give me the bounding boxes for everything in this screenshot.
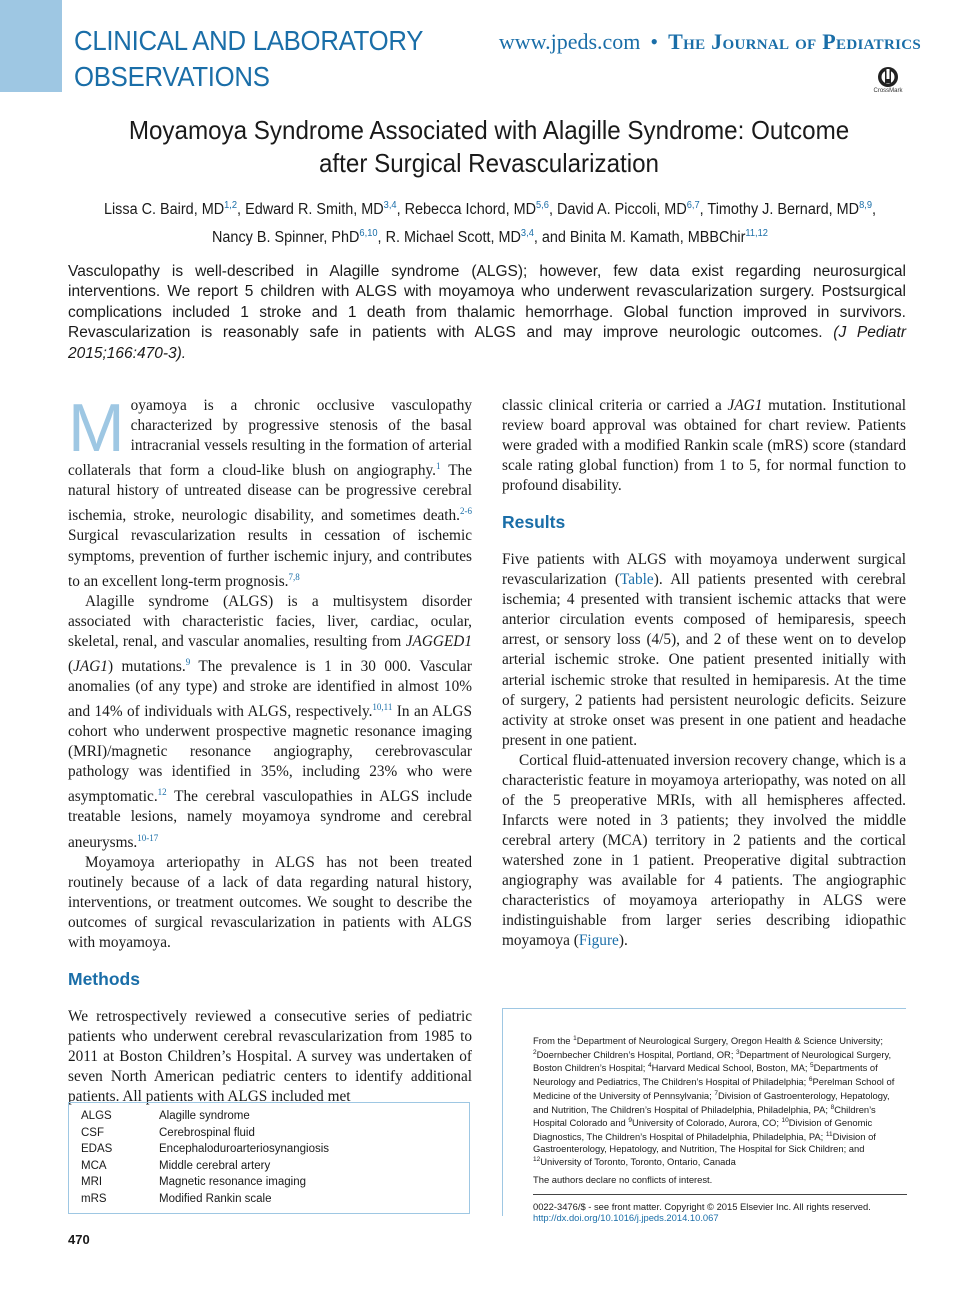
abbreviation-term: MRI bbox=[81, 1176, 103, 1189]
author-separator: , bbox=[548, 201, 557, 219]
results-paragraph: Cortical fluid-attenuated inversion recovery change, which is a characteristic feature in moyamoya arteriopathy, was noted on all of the 5 preoperative MRIs, with all hemispheres affected. Infarcts were noted in 3 patients; they involved the middle cerebral artery (MCA) territory in 2 patients and the cortical watershed zone in 1 patient. Preoperative digital subtraction angiography was available for 4 patients. The angiographic characteristics of moyamoya arteriopathy in ALGS were indistinguishable from larger series describing idiopathic moyamoya (Figure). bbox=[502, 751, 906, 950]
author-name: David A. Piccoli, MD bbox=[556, 201, 687, 219]
drop-cap: M bbox=[68, 390, 125, 466]
reference-link[interactable]: 1 bbox=[436, 461, 441, 472]
journal-website-link[interactable]: www.jpeds.com bbox=[498, 29, 641, 54]
abbreviation-row bbox=[81, 1174, 469, 1191]
affiliation-ref[interactable]: 8,9 bbox=[859, 200, 873, 211]
title-line: after Surgical Revascularization bbox=[318, 148, 660, 178]
doi-link[interactable]: http://dx.doi.org/10.1016/j.jpeds.2014.10.067 bbox=[533, 1212, 719, 1224]
section-label: CLINICAL AND LABORATORY bbox=[74, 25, 424, 56]
author-name: Binita M. Kamath, MBBChir bbox=[569, 229, 746, 247]
author-list bbox=[72, 194, 909, 250]
affiliation-text: University of Toronto, Toronto, Ontario, Canada bbox=[540, 1156, 736, 1168]
affiliation-text: University of Colorado, Aurora, CO; bbox=[632, 1117, 782, 1129]
author-name: Rebecca Ichord, MD bbox=[404, 201, 537, 219]
abstract-text: Vasculopathy is well-described in Alagille syndrome (ALGS); however, few data exist regarding neurosurgical interventions. We report 5 children with ALGS with moyamoya who underwent revascularization surgery. Postsurgical complications included 1 stroke and 1 death from thalamic hemorrhage. Global function improved in survivors. Revascularization is reasonably safe in patients with ALGS and may improve neurologic outcomes. bbox=[68, 263, 906, 342]
methods-paragraph: We retrospectively reviewed a consecutive series of pediatric patients who underwent cerebral revascularization from 1985 to 2011 at Boston Children’s Hospital. A survey was undertaken of seven North American pediatric centers to identify additional patients. All patients with ALGS included met bbox=[68, 1007, 472, 1106]
affiliation-ref[interactable]: 3,4 bbox=[383, 200, 397, 211]
reference-link[interactable]: 7,8 bbox=[288, 571, 300, 582]
affiliation-text: Departments of Neurology and Pediatrics, The Children’s Hospital of Philadelphia; bbox=[533, 1062, 878, 1088]
affiliations-text bbox=[533, 1033, 906, 1168]
abbreviation-row bbox=[81, 1191, 469, 1208]
abbreviation-definition: Middle cerebral artery bbox=[159, 1159, 271, 1172]
affiliation-number: 4 bbox=[648, 1062, 652, 1070]
abstract bbox=[68, 262, 906, 364]
abbreviation-term: CSF bbox=[81, 1126, 104, 1139]
affiliation-number: 1 bbox=[573, 1035, 577, 1042]
crossmark-label: CrossMark bbox=[873, 88, 903, 94]
affiliation-ref[interactable]: 6,7 bbox=[686, 200, 700, 211]
reference-link[interactable]: 10-17 bbox=[137, 832, 159, 843]
affiliation-ref[interactable]: 6,10 bbox=[359, 228, 378, 240]
abbreviation-definition: Alagille syndrome bbox=[159, 1110, 250, 1122]
right-column bbox=[502, 396, 906, 951]
author-name: Nancy B. Spinner, PhD bbox=[212, 229, 360, 247]
abbreviation-definition: Magnetic resonance imaging bbox=[159, 1176, 307, 1189]
abbreviation-term: MCA bbox=[81, 1159, 107, 1172]
affiliation-text: Division of Gastroenterology, Hepatology, and Nutrition, The Children’s Hospital of Philadelphia, Philadelphia, PA; bbox=[533, 1090, 890, 1115]
author-separator: , bbox=[237, 201, 246, 219]
affiliation-text: Children’s Hospital Colorado and bbox=[533, 1103, 876, 1129]
abbreviation-definition: Encephaloduroarteriosynangiosis bbox=[159, 1143, 330, 1156]
intro-paragraph: Alagille syndrome (ALGS) is a multisystem disorder associated with characteristic facies, liver, cardiac, ocular, skeletal, renal, and vascular anomalies, resulting from JAGGED1 (JAG1) mutations.$^9$ The prevalence is 1 in 30 000. Vascular anomalies (of any type) and stroke are identified in almost 10% and 14% of individuals with ALGS, respectively.$^{10,11}$ In an ALGS cohort who underwent prospective magnetic resonance imaging (MRI)/magnetic resonance angiography, cerebrovascular pathology was identified in 35%, including 23% who were asymptomatic.$^{12}$ The cerebral vasculopathies in ALGS include treatable lesions, namely moyamoya syndrome and cerebral aneurysms.$^{10-17}$ bbox=[68, 592, 472, 851]
affiliation-text: Department of Neurological Surgery, Oregon Health & Science University; bbox=[576, 1035, 883, 1047]
reference-link[interactable]: 10,11 bbox=[372, 702, 393, 713]
affiliation-text: Division of Gastroenterology, Hepatology, and Nutrition, The Hospital for Sick Children; and bbox=[533, 1131, 876, 1154]
abbreviation-term: mRS bbox=[81, 1192, 107, 1205]
abbreviation-term: ALGS bbox=[81, 1110, 112, 1122]
affiliation-number: 7 bbox=[714, 1089, 718, 1097]
journal-name: The Journal of Pediatrics bbox=[668, 29, 921, 54]
abbreviation-row bbox=[81, 1141, 469, 1158]
divider bbox=[533, 1194, 907, 1195]
reference-link[interactable]: 12 bbox=[157, 787, 167, 798]
affiliation-text: Division of Genomic Diagnostics, The Children’s Hospital of Philadelphia, Philadelphia, PA; bbox=[533, 1117, 873, 1143]
author-name: R. Michael Scott, MD bbox=[385, 229, 521, 247]
copyright-line: 0022-3476/$ - see front matter. Copyright © 2015 Elsevier Inc. All rights reserved. bbox=[533, 1200, 871, 1212]
author-name: Lissa C. Baird, MD bbox=[103, 201, 225, 219]
affiliation-text: Harvard Medical School, Boston, MA; bbox=[651, 1062, 811, 1074]
affiliation-number: 12 bbox=[533, 1156, 541, 1164]
author-separator: , and bbox=[533, 229, 570, 247]
affiliation-ref[interactable]: 11,12 bbox=[745, 228, 768, 240]
methods-heading: Methods bbox=[68, 968, 140, 989]
section-color-bar bbox=[0, 0, 62, 92]
abbreviation-row bbox=[81, 1158, 469, 1175]
crossmark-badge[interactable] bbox=[868, 66, 908, 102]
title-line: Moyamoya Syndrome Associated with Alagille Syndrome: Outcome bbox=[128, 115, 850, 145]
affiliation-number: 6 bbox=[808, 1076, 813, 1084]
affiliation-ref[interactable]: 5,6 bbox=[536, 200, 549, 211]
affiliations-box bbox=[502, 1008, 906, 1224]
affiliation-text: Department of Neurological Surgery, Boston Children’s Hospital; bbox=[533, 1048, 892, 1074]
header-bullet: • bbox=[650, 29, 659, 54]
abbreviation-row bbox=[81, 1125, 469, 1142]
figure-link[interactable]: Figure bbox=[578, 932, 619, 950]
section-label-continued: OBSERVATIONS bbox=[74, 61, 270, 92]
abstract-citation: (J Pediatr 2015;166:470-3). bbox=[68, 324, 906, 362]
affiliation-number: 5 bbox=[810, 1062, 814, 1070]
left-column bbox=[68, 390, 472, 1107]
article-title bbox=[90, 114, 888, 180]
author-name: Edward R. Smith, MD bbox=[245, 201, 384, 219]
page-number: 470 bbox=[68, 1232, 90, 1247]
abbreviation-term: EDAS bbox=[81, 1143, 113, 1156]
affiliation-number: 9 bbox=[628, 1117, 632, 1125]
abbreviation-row bbox=[81, 1108, 469, 1125]
author-name: Timothy J. Bernard, MD bbox=[707, 201, 860, 219]
table-link[interactable]: Table bbox=[619, 571, 654, 589]
affiliation-text: Perelman School of Medicine of the University of Pennsylvania; bbox=[533, 1076, 895, 1101]
affiliation-number: 2 bbox=[533, 1048, 537, 1056]
affiliation-number: 3 bbox=[736, 1048, 740, 1056]
author-separator: , bbox=[396, 201, 405, 219]
abbreviations-box bbox=[68, 1102, 470, 1214]
abbreviation-definition: Cerebrospinal fluid bbox=[159, 1126, 255, 1139]
reference-link[interactable]: 2-6 bbox=[460, 506, 472, 517]
affiliation-text: Doernbecher Children’s Hospital, Portland, OR; bbox=[536, 1048, 737, 1060]
author-separator: , bbox=[377, 229, 386, 247]
reference-link[interactable]: 9 bbox=[185, 656, 191, 667]
affiliation-number: 8 bbox=[830, 1103, 835, 1111]
affiliation-number: 11 bbox=[825, 1131, 833, 1139]
intro-paragraph: Moyamoya arteriopathy in ALGS has not been treated routinely because of a lack of data regarding natural history, interventions, or treatment outcomes. We sought to describe the outcomes of surgical revascularization in patients with ALGS with moyamoya. bbox=[68, 853, 472, 951]
intro-paragraph: Moyamoya is a chronic occlusive vasculopathy characterized by progressive stenosis of the basal intracranial vessels resulting in the formation of arterial collaterals that form a cloud-like blush on angiography.$^1$ The natural history of untreated disease can be progressive cerebral ischemia, stroke, neurologic disability, and sometimes death.$^{2-6}$ Surgical revascularization results in cessation of ischemic symptoms, prevention of further ischemic injury, and contributes to an excellent long-term prognosis.$^{7,8}$ bbox=[68, 390, 472, 590]
affiliation-number: 10 bbox=[781, 1117, 789, 1125]
methods-paragraph-continued: classic clinical criteria or carried a JAG1 mutation. Institutional review board approval was obtained for chart review. Patients were graded with a modified Rankin scale (mRS) score (standard scale rating global function) from 1 to 5, for normal function to profound disability. bbox=[502, 397, 906, 495]
crossmark-icon bbox=[877, 66, 899, 88]
affiliation-ref[interactable]: 3,4 bbox=[520, 228, 534, 240]
journal-header bbox=[499, 28, 921, 56]
author-separator: , bbox=[699, 201, 708, 219]
results-paragraph: Five patients with ALGS with moyamoya underwent surgical revascularization (Table). All patients presented with cerebral ischemia; 4 presented with transient ischemic attacks that were anterior circulation events composed of hemiparesis, speech arrest, or sensory loss (4/5), and 2 of these went on to develop arterial ischemic stroke. One patient presented initially with arterial ischemic stroke that resulted in hemiparesis. At the time of surgery, 2 patients had persistent neurologic deficits. Seizure activity at stroke onset was present in one patient and headache present in one patient. bbox=[502, 551, 906, 749]
results-heading: Results bbox=[502, 512, 566, 533]
conflict-statement: The authors declare no conflicts of interest. bbox=[533, 1174, 713, 1186]
author-separator: , bbox=[872, 201, 877, 219]
abbreviation-definition: Modified Rankin scale bbox=[159, 1192, 272, 1205]
affiliations-lead: From the bbox=[533, 1035, 574, 1047]
affiliation-ref[interactable]: 1,2 bbox=[224, 200, 238, 211]
